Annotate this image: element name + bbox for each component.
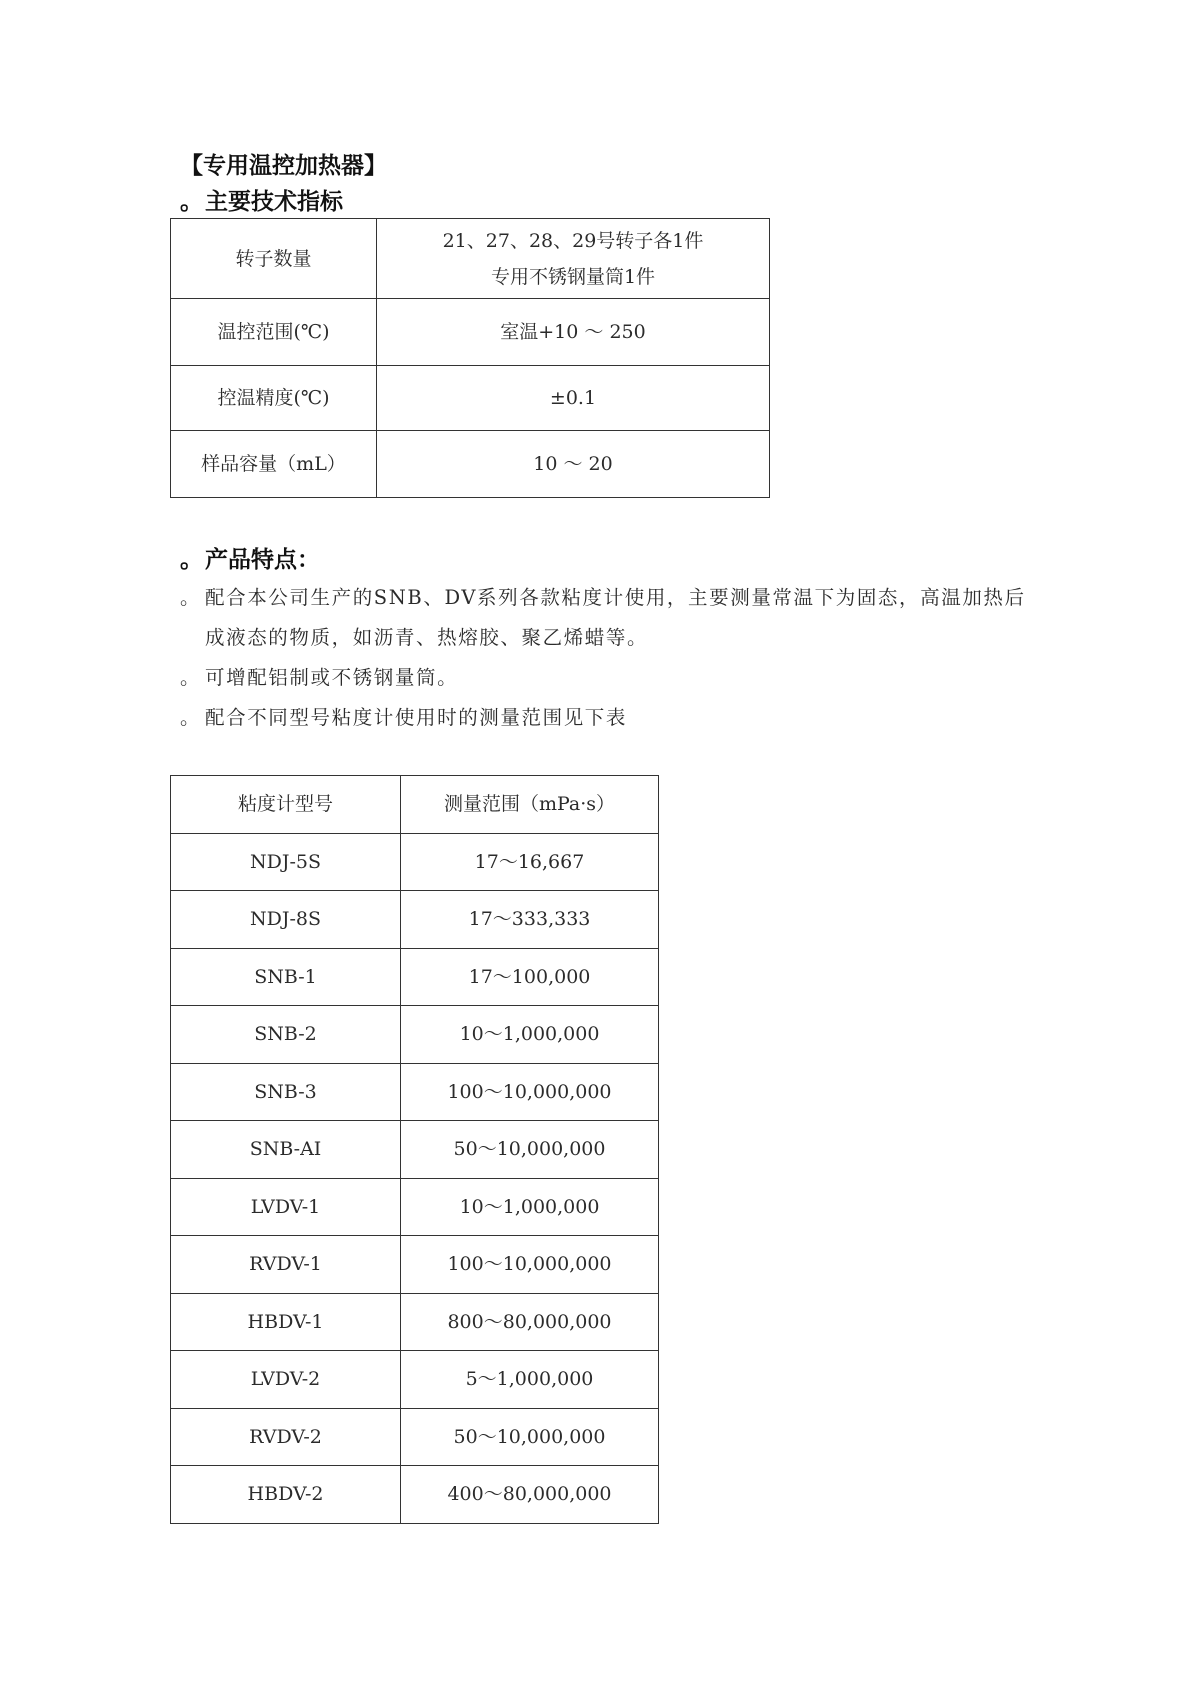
features-heading-text: 产品特点： [205,547,320,573]
range-value: 50～10,000,000 [401,1121,659,1179]
range-row [171,1351,659,1409]
range-row [171,1063,659,1121]
range-model: SNB-2 [171,1006,401,1064]
bullet-mark: 。 [180,586,202,609]
range-value: 800～80,000,000 [401,1293,659,1351]
range-value: 400～80,000,000 [401,1466,659,1524]
spec-heading [180,186,343,218]
spec-value [377,219,770,299]
range-model: SNB-3 [171,1063,401,1121]
range-row [171,1178,659,1236]
feature-text: 可增配铝制或不锈钢量筒。 [205,666,459,689]
range-model: LVDV-1 [171,1178,401,1236]
bullet-mark: 。 [180,547,203,573]
range-model: RVDV-2 [171,1408,401,1466]
range-model: SNB-1 [171,948,401,1006]
feature-text: 配合本公司生产的SNB、DV系列各款粘度计使用，主要测量常温下为固态，高温加热后成液态的物质，如沥青、热熔胶、聚乙烯蜡等。 [205,586,1026,649]
range-header-range: 测量范围（mPa·s） [401,776,659,834]
spec-table [170,218,770,498]
spec-label: 温控范围(℃) [171,299,377,366]
range-row [171,948,659,1006]
spec-row [171,366,770,431]
range-model: NDJ-5S [171,833,401,891]
spec-row [171,431,770,498]
range-value: 17～333,333 [401,891,659,949]
spec-row [171,219,770,299]
range-value: 10～1,000,000 [401,1178,659,1236]
spec-heading-text: 主要技术指标 [205,189,343,215]
range-header-model: 粘度计型号 [171,776,401,834]
range-model: HBDV-2 [171,1466,401,1524]
range-row [171,1293,659,1351]
feature-text: 配合不同型号粘度计使用时的测量范围见下表 [205,706,628,729]
spec-row [171,299,770,366]
range-value: 100～10,000,000 [401,1236,659,1294]
range-header-row [171,776,659,834]
range-model: LVDV-2 [171,1351,401,1409]
page-title: 【专用温控加热器】 [180,153,387,179]
range-row [171,1121,659,1179]
range-row [171,1408,659,1466]
spec-value-line: 专用不锈钢量筒1件 [490,265,656,288]
feature-item [180,578,1040,658]
spec-label: 控温精度(℃) [171,366,377,431]
range-value: 100～10,000,000 [401,1063,659,1121]
range-value: 50～10,000,000 [401,1408,659,1466]
feature-item [180,698,1040,738]
range-model: HBDV-1 [171,1293,401,1351]
range-value: 17～100,000 [401,948,659,1006]
range-row [171,1466,659,1524]
spec-value: ±0.1 [377,366,770,431]
range-model: RVDV-1 [171,1236,401,1294]
spec-label: 样品容量（mL） [171,431,377,498]
range-row [171,1236,659,1294]
range-table [170,775,659,1524]
range-model: NDJ-8S [171,891,401,949]
spec-value: 室温+10 ～ 250 [377,299,770,366]
range-value: 5～1,000,000 [401,1351,659,1409]
range-value: 10～1,000,000 [401,1006,659,1064]
range-model: SNB-AI [171,1121,401,1179]
spec-label: 转子数量 [171,219,377,299]
spec-value-line: 21、27、28、29号转子各1件 [442,229,704,252]
features-list [180,578,1040,738]
feature-item [180,658,1040,698]
range-row [171,1006,659,1064]
bullet-mark: 。 [180,189,203,215]
bullet-mark: 。 [180,706,202,729]
bullet-mark: 。 [180,666,202,689]
features-heading [180,544,320,576]
spec-value: 10 ～ 20 [377,431,770,498]
range-value: 17～16,667 [401,833,659,891]
range-row [171,891,659,949]
range-row [171,833,659,891]
